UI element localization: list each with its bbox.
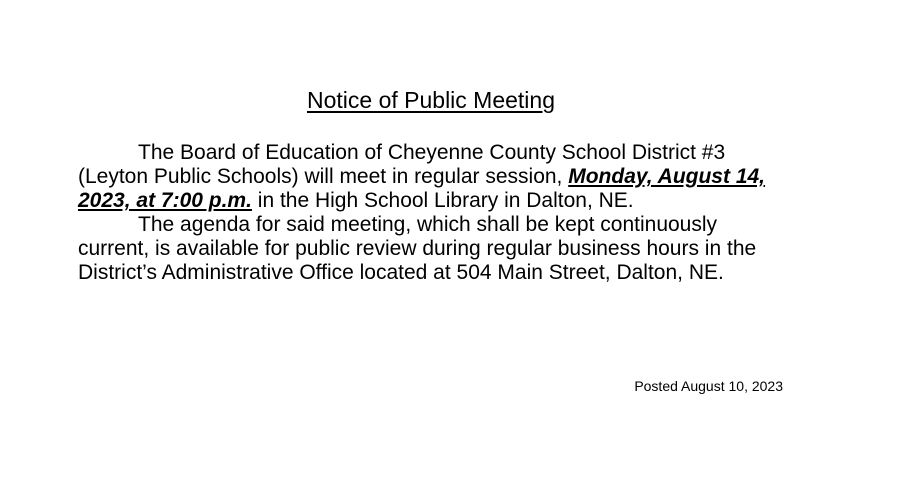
- notice-body: [78, 141, 783, 285]
- posted-date: Posted August 10, 2023: [634, 378, 783, 394]
- agenda-paragraph: The agenda for said meeting, which shall be kept continuously current, is available for public review during regular business hours in the District’s Administrative Office located at 504 Main Street, Dalton, NE.: [78, 213, 757, 284]
- meeting-paragraph-lead: The Board of Education of Cheyenne County School District #3 (Leyton Public Schools) will meet in regular session,: [78, 141, 726, 188]
- meeting-date-time: Monday, August 14, 2023, at 7:00 p.m.: [78, 165, 766, 212]
- meeting-paragraph-tail: in the High School Library in Dalton, NE.: [251, 189, 634, 212]
- notice-title: Notice of Public Meeting: [306, 87, 555, 113]
- meeting-paragraph: [78, 141, 783, 213]
